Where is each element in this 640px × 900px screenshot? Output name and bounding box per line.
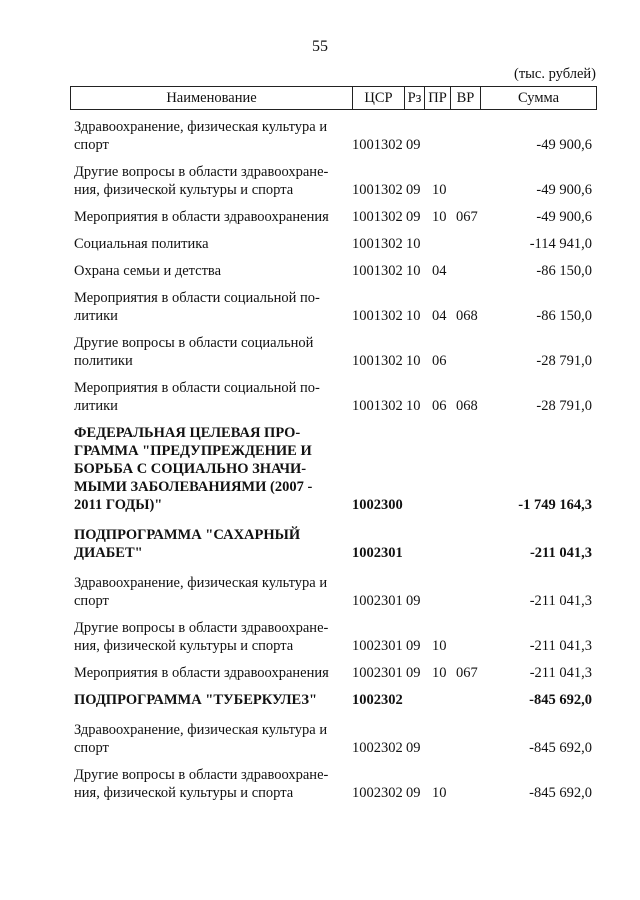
row-pr: 10 <box>432 665 447 681</box>
row-csr: 1001302 <box>352 137 403 153</box>
row-rz: 10 <box>406 353 421 369</box>
row-name: Здравоохранение, физическая культура и спорт <box>74 575 328 609</box>
row-sum: -211 041,3 <box>529 593 592 609</box>
row-pr: 10 <box>432 182 447 198</box>
row-sum: -86 150,0 <box>536 308 592 324</box>
table-row <box>74 262 592 280</box>
row-csr: 1002301 <box>352 665 403 681</box>
header-pr: ПР <box>425 87 451 109</box>
table-row <box>74 163 592 199</box>
row-vr: 068 <box>456 308 478 324</box>
table-row <box>74 721 592 757</box>
row-csr: 1002301 <box>352 545 403 561</box>
header-rz: Рз <box>405 87 425 109</box>
row-sum: -211 041,3 <box>529 545 592 561</box>
table-row <box>74 574 592 610</box>
row-sum: -845 692,0 <box>529 692 592 708</box>
row-rz: 10 <box>406 263 421 279</box>
row-csr: 1002301 <box>352 638 403 654</box>
row-name: Социальная политика <box>74 236 209 252</box>
table-row <box>74 691 592 709</box>
row-sum: -114 941,0 <box>529 236 592 252</box>
row-name: Здравоохранение, физическая культура и спорт <box>74 722 328 756</box>
page-number: 55 <box>312 38 328 55</box>
row-vr: 068 <box>456 398 478 414</box>
units-label: (тыс. рублей) <box>514 66 596 82</box>
table-row <box>74 334 592 370</box>
row-pr: 04 <box>432 308 447 324</box>
row-name: ПОДПРОГРАММА "САХАРНЫЙ ДИАБЕТ" <box>74 527 301 561</box>
row-rz: 09 <box>406 593 421 609</box>
row-sum: -211 041,3 <box>529 665 592 681</box>
row-rz: 09 <box>406 665 421 681</box>
row-rz: 09 <box>406 209 421 225</box>
row-name: Охрана семьи и детства <box>74 263 222 279</box>
row-sum: -49 900,6 <box>536 182 592 198</box>
row-csr: 1002302 <box>352 692 403 708</box>
row-csr: 1002302 <box>352 785 403 801</box>
row-name: ФЕДЕРАЛЬНАЯ ЦЕЛЕВАЯ ПРО- ГРАММА "ПРЕДУПРЕЖДЕНИЕ И БОРЬБА С СОЦИАЛЬНО ЗНАЧИ- МЫМИ ЗАБОЛЕВАНИЯМИ (2007 - 2011 ГОДЫ)" <box>74 425 313 513</box>
row-name: Другие вопросы в области здравоохране- ния, физической культуры и спорта <box>74 767 329 801</box>
row-name: Другие вопросы в области социальной политики <box>74 335 314 369</box>
row-sum: -49 900,6 <box>536 209 592 225</box>
row-name: ПОДПРОГРАММА "ТУБЕРКУЛЕЗ" <box>74 692 318 708</box>
header-csr: ЦСР <box>353 87 405 109</box>
row-rz: 09 <box>406 740 421 756</box>
row-csr: 1002300 <box>352 497 403 513</box>
row-pr: 10 <box>432 638 447 654</box>
row-name: Мероприятия в области здравоохранения <box>74 665 329 681</box>
row-sum: -1 749 164,3 <box>518 497 592 513</box>
row-sum: -28 791,0 <box>536 353 592 369</box>
row-csr: 1001302 <box>352 308 403 324</box>
row-csr: 1001302 <box>352 182 403 198</box>
table-row <box>74 118 592 154</box>
header-sum: Сумма <box>517 89 560 106</box>
row-csr: 1001302 <box>352 209 403 225</box>
row-rz: 10 <box>406 398 421 414</box>
header-vr: ВР <box>451 87 481 109</box>
row-sum: -211 041,3 <box>529 638 592 654</box>
row-csr: 1002302 <box>352 740 403 756</box>
row-name: Мероприятия в области социальной по- литики <box>74 290 320 324</box>
row-sum: -86 150,0 <box>536 263 592 279</box>
row-pr: 10 <box>432 209 447 225</box>
table-row <box>74 289 592 325</box>
row-sum: -28 791,0 <box>536 398 592 414</box>
table-row <box>74 619 592 655</box>
row-rz: 09 <box>406 182 421 198</box>
table-row <box>74 424 592 514</box>
row-pr: 06 <box>432 353 447 369</box>
row-sum: -845 692,0 <box>529 740 592 756</box>
row-rz: 10 <box>406 308 421 324</box>
table-row <box>74 664 592 682</box>
row-name: Другие вопросы в области здравоохране- ния, физической культуры и спорта <box>74 620 329 654</box>
row-vr: 067 <box>456 209 478 225</box>
row-name: Мероприятия в области здравоохранения <box>74 209 329 225</box>
table-header <box>70 86 597 110</box>
row-rz: 09 <box>406 638 421 654</box>
row-csr: 1001302 <box>352 236 403 252</box>
row-vr: 067 <box>456 665 478 681</box>
row-rz: 10 <box>406 236 421 252</box>
table-row <box>74 766 592 802</box>
row-rz: 09 <box>406 785 421 801</box>
table-row <box>74 208 592 226</box>
row-name: Здравоохранение, физическая культура и спорт <box>74 119 328 153</box>
row-sum: -845 692,0 <box>529 785 592 801</box>
row-csr: 1001302 <box>352 353 403 369</box>
row-csr: 1001302 <box>352 398 403 414</box>
table-row <box>74 235 592 253</box>
row-pr: 06 <box>432 398 447 414</box>
header-name: Наименование <box>71 87 353 109</box>
table-row <box>74 526 592 562</box>
row-csr: 1002301 <box>352 593 403 609</box>
row-pr: 10 <box>432 785 447 801</box>
row-sum: -49 900,6 <box>536 137 592 153</box>
row-csr: 1001302 <box>352 263 403 279</box>
row-pr: 04 <box>432 263 447 279</box>
table-body <box>74 118 592 811</box>
row-name: Другие вопросы в области здравоохране- ния, физической культуры и спорта <box>74 164 329 198</box>
row-rz: 09 <box>406 137 421 153</box>
row-name: Мероприятия в области социальной по- литики <box>74 380 320 414</box>
table-row <box>74 379 592 415</box>
